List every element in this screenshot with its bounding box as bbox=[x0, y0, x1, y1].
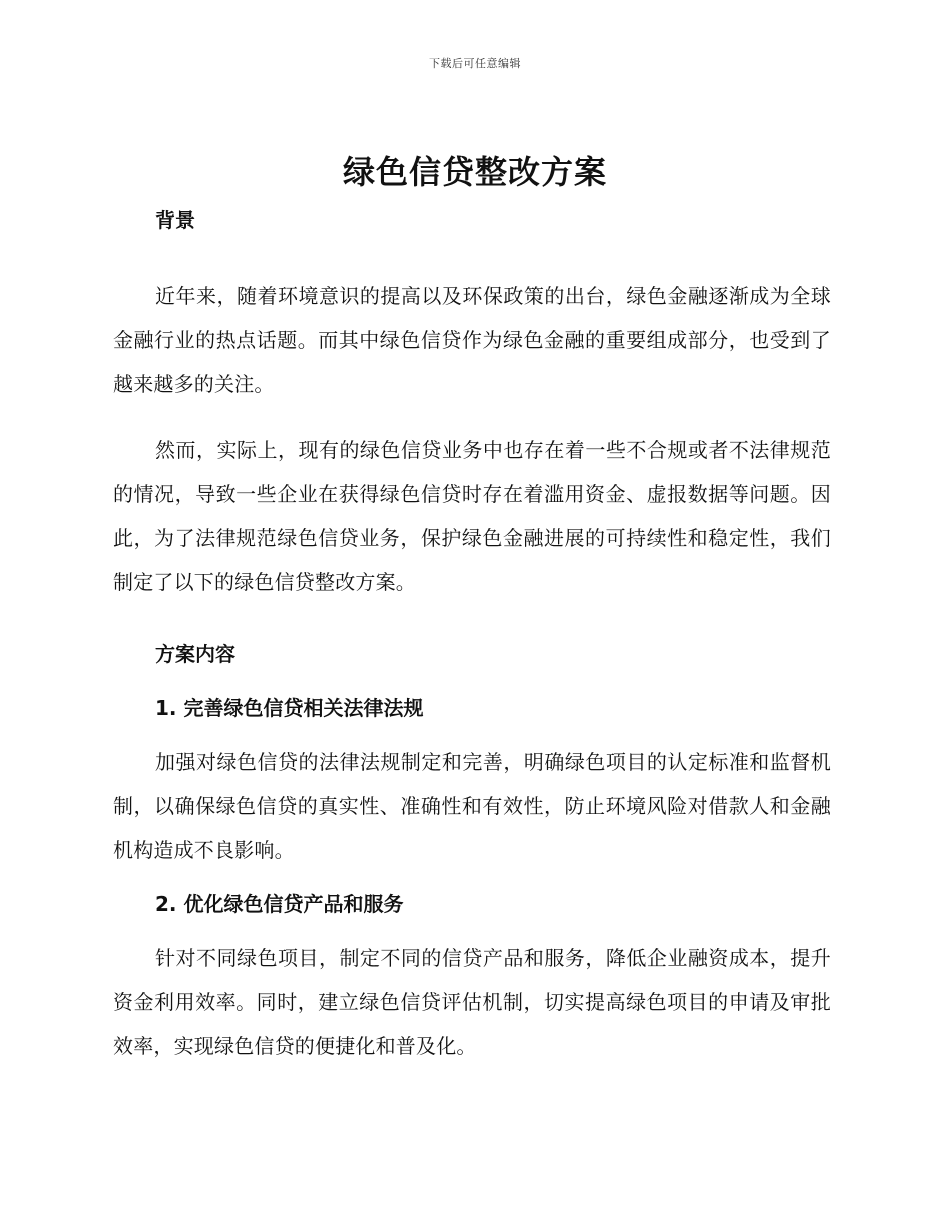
document-title: 绿色信贷整改方案 bbox=[342, 153, 607, 191]
paragraph-item-1: 加强对绿色信贷的法律法规制定和完善，明确绿色项目的认定标准和监督机制，以确保绿色信贷的真实性、准确性和有效性，防止环境风险对借款人和金融机构造成不良影响。 bbox=[113, 750, 831, 862]
section-heading-plan: 方案内容 bbox=[155, 642, 235, 666]
paragraph-item-2: 针对不同绿色项目，制定不同的信贷产品和服务，降低企业融资成本，提升资金利用效率。同时，建立绿色信贷评估机制，切实提高绿色项目的申请及审批效率，实现绿色信贷的便捷化和普及化。 bbox=[113, 946, 831, 1058]
section-heading-background: 背景 bbox=[155, 208, 195, 232]
subsection-heading-item-2: 2. 优化绿色信贷产品和服务 bbox=[155, 892, 404, 916]
document-body bbox=[113, 200, 831, 1068]
paragraph-background-2: 然而，实际上，现有的绿色信贷业务中也存在着一些不合规或者不法律规范的情况，导致一些企业在获得绿色信贷时存在着滥用资金、虚报数据等问题。因此，为了法律规范绿色信贷业务，保护绿色金融进展的可持续性和稳定性，我们制定了以下的绿色信贷整改方案。 bbox=[113, 438, 831, 594]
page-header-note: 下载后可任意编辑 bbox=[429, 57, 521, 70]
paragraph-background-1: 近年来，随着环境意识的提高以及环保政策的出台，绿色金融逐渐成为全球金融行业的热点话题。而其中绿色信贷作为绿色金融的重要组成部分，也受到了越来越多的关注。 bbox=[113, 284, 831, 396]
subsection-heading-item-1: 1. 完善绿色信贷相关法律法规 bbox=[155, 696, 424, 720]
